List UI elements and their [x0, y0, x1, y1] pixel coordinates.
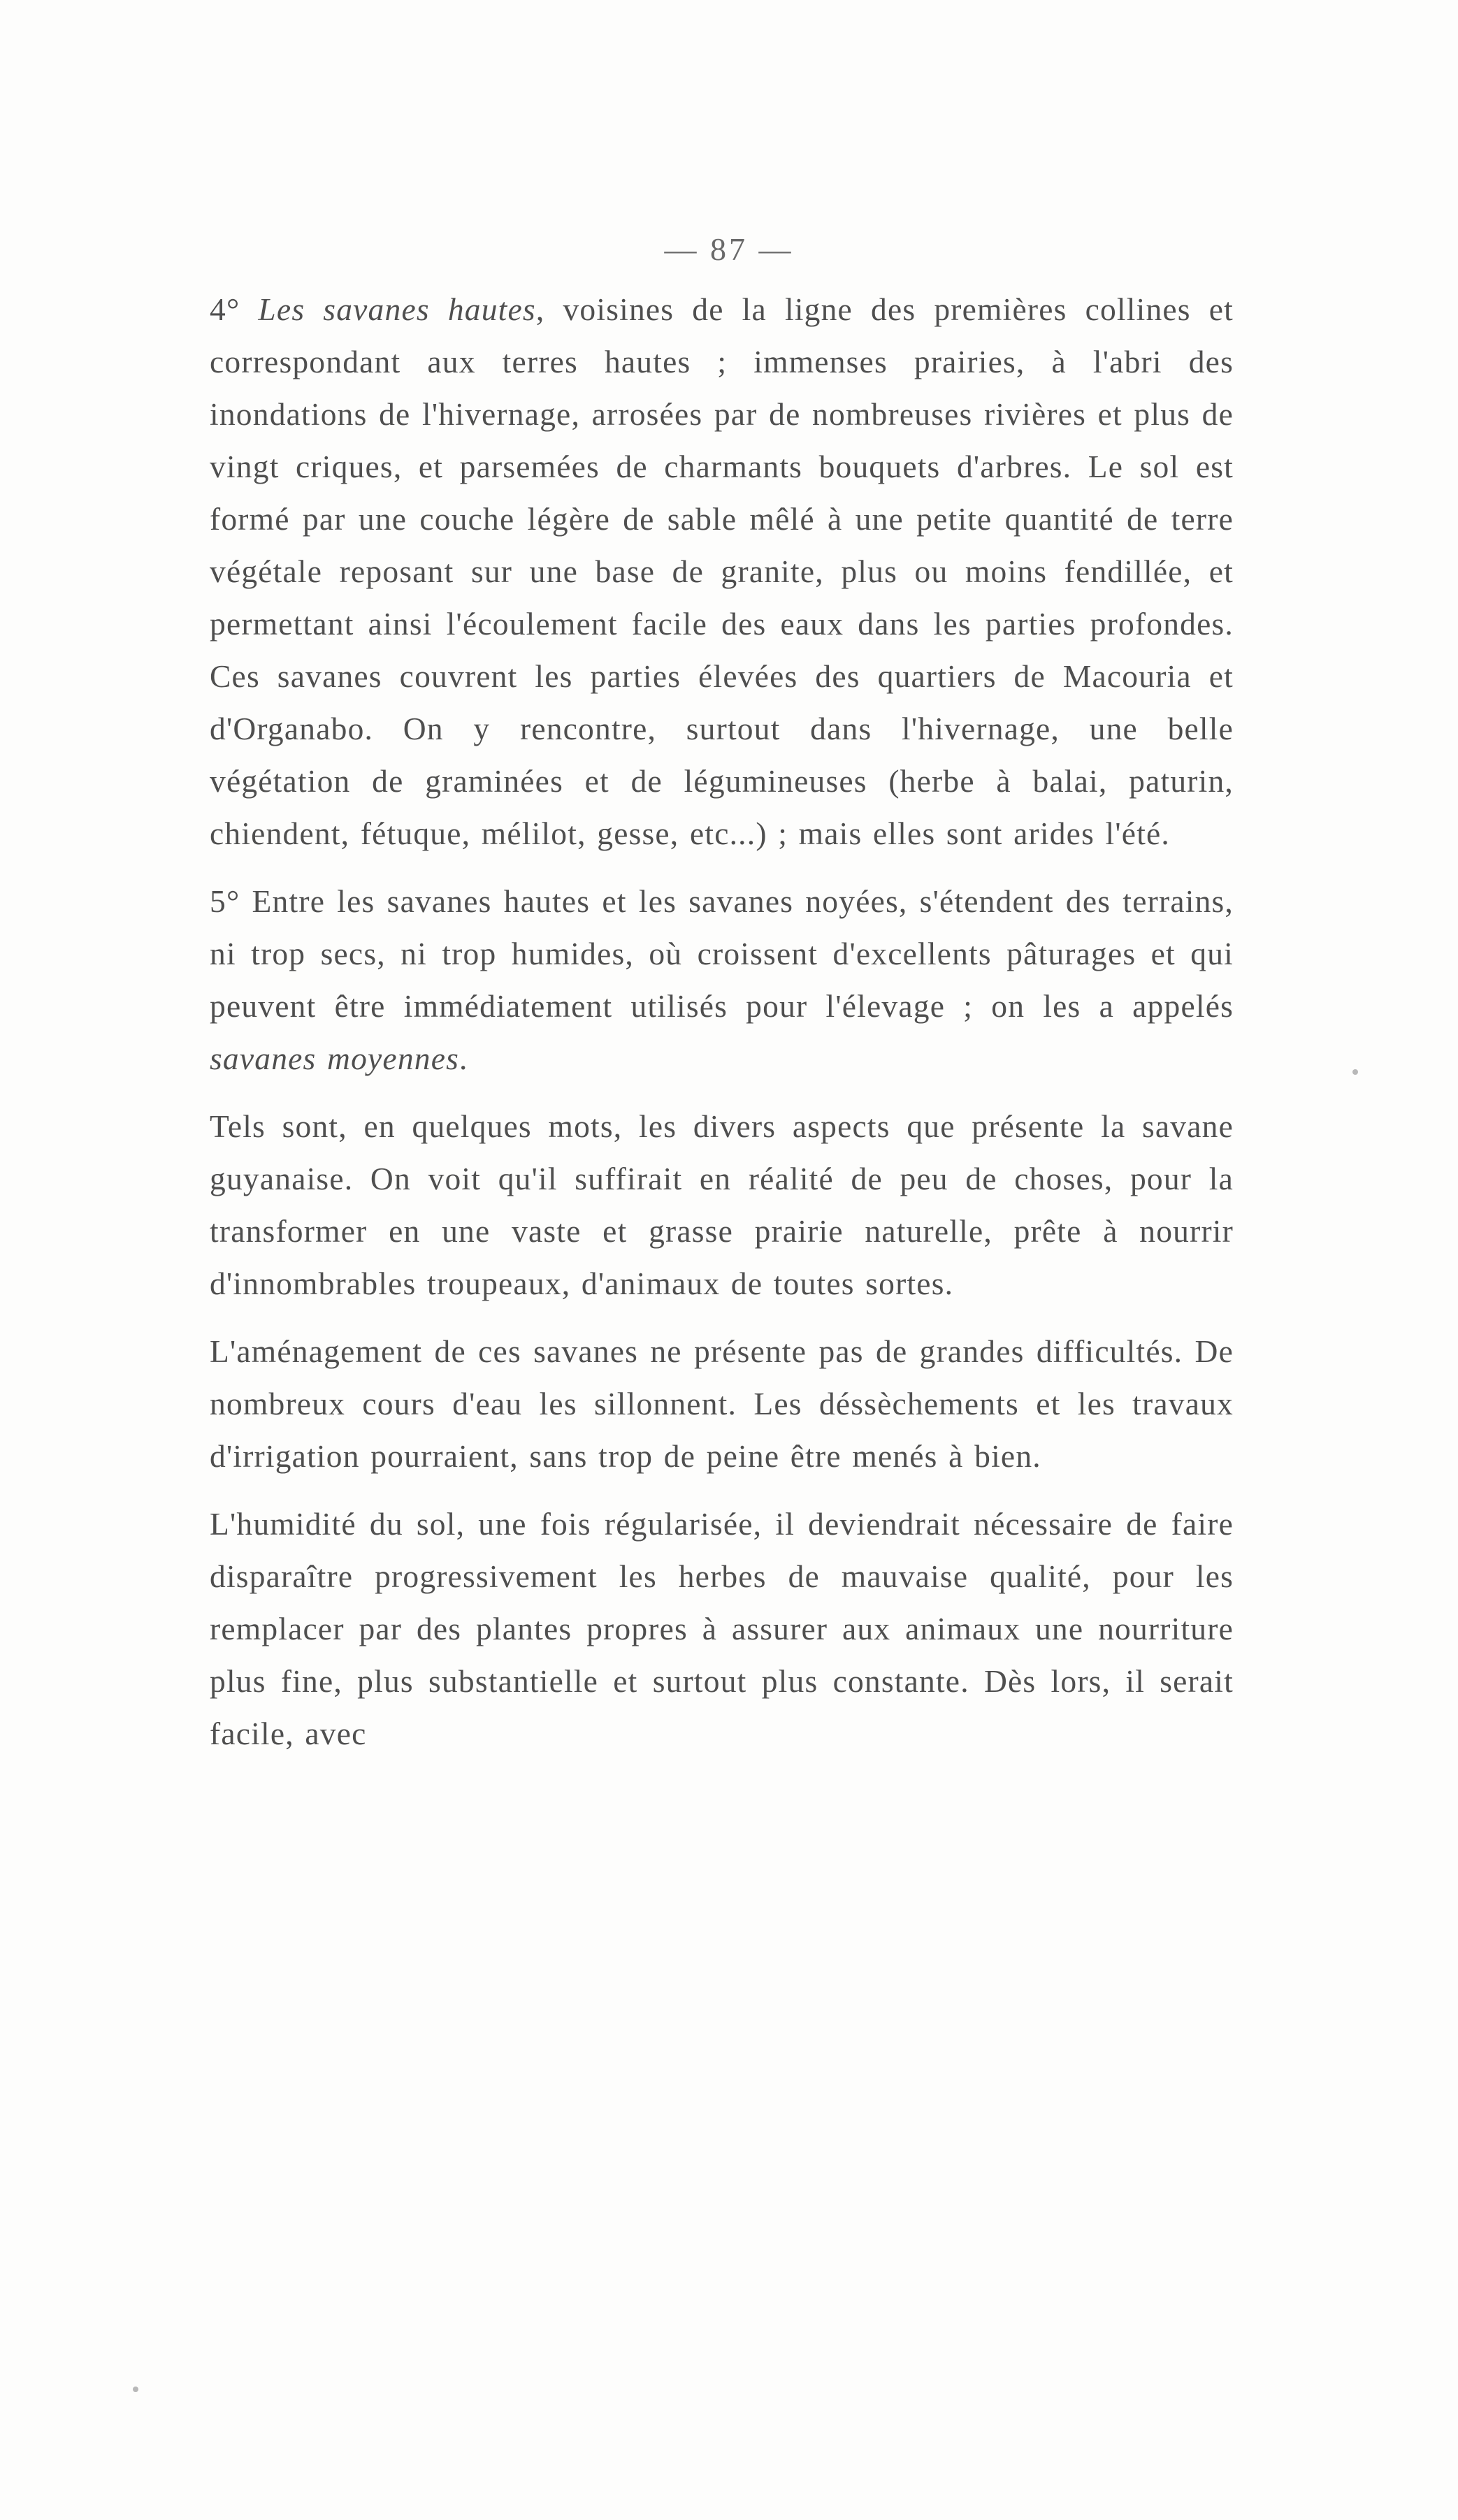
- paragraph-suffix: .: [459, 1041, 468, 1076]
- paragraph-savanes-hautes: [210, 283, 1234, 860]
- paragraph-amenagement: [210, 1325, 1234, 1482]
- paragraph-text: L'aménagement de ces savanes ne présente pas de grandes difficultés. De nombreux cours d'eau les sillonnent. Les déssèchements et les travaux d'irrigation pourraient, sans trop de peine être menés à bien.: [210, 1333, 1234, 1474]
- paragraph-text: 5° Entre les savanes hautes et les savanes noyées, s'étendent des terrains, ni trop secs, ni trop humides, où croissent d'excellents pâturages et qui peuvent être immédiatement utilisés pour l'élevage ; on les a appelés: [210, 883, 1234, 1024]
- paragraph-text: L'humidité du sol, une fois régularisée, il deviendrait nécessaire de faire disparaître progressivement les herbes de mauvaise qualité, pour les remplacer par des plantes propres à assurer aux animaux une nourriture plus fine, plus substantielle et surtout plus constante. Dès lors, il serait facile, avec: [210, 1506, 1234, 1751]
- paragraph-humidite: [210, 1498, 1234, 1760]
- paper-speck: [1352, 1069, 1358, 1075]
- italic-term: Les savanes hautes: [258, 291, 536, 327]
- paragraph-text: , voisines de la ligne des premières collines et correspondant aux terres hautes ; immenses prairies, à l'abri des inondations de l'hivernage, arrosées par de nombreuses rivières et plus de vingt criques, et parsemées de charmants bouquets d'arbres. Le sol est formé par une couche légère de sable mêlé à une petite quantité de terre végétale reposant sur une base de granite, plus ou moins fendillée, et permettant ainsi l'écoulement facile des eaux dans les parties profondes. Ces savanes couvrent les parties élevées des quartiers de Macouria et d'Organabo. On y rencontre, surtout dans l'hivernage, une belle végétation de graminées et de légumineuses (herbe à balai, paturin, chiendent, fétuque, mélilot, gesse, etc...) ; mais elles sont arides l'été.: [210, 291, 1234, 851]
- body-text: [210, 283, 1234, 1775]
- italic-term: savanes moyennes: [210, 1041, 460, 1076]
- page-number: — 87 —: [664, 231, 794, 267]
- paper-speck: [133, 2387, 138, 2392]
- paragraph-savanes-moyennes: [210, 875, 1234, 1085]
- list-number: 4°: [210, 291, 259, 327]
- paragraph-text: Tels sont, en quelques mots, les divers aspects que présente la savane guyanaise. On voit qu'il suffirait en réalité de peu de choses, pour la transformer en une vaste et grasse prairie naturelle, prête à nourrir d'innombrables troupeaux, d'animaux de toutes sortes.: [210, 1108, 1234, 1301]
- paragraph-aspects: [210, 1100, 1234, 1310]
